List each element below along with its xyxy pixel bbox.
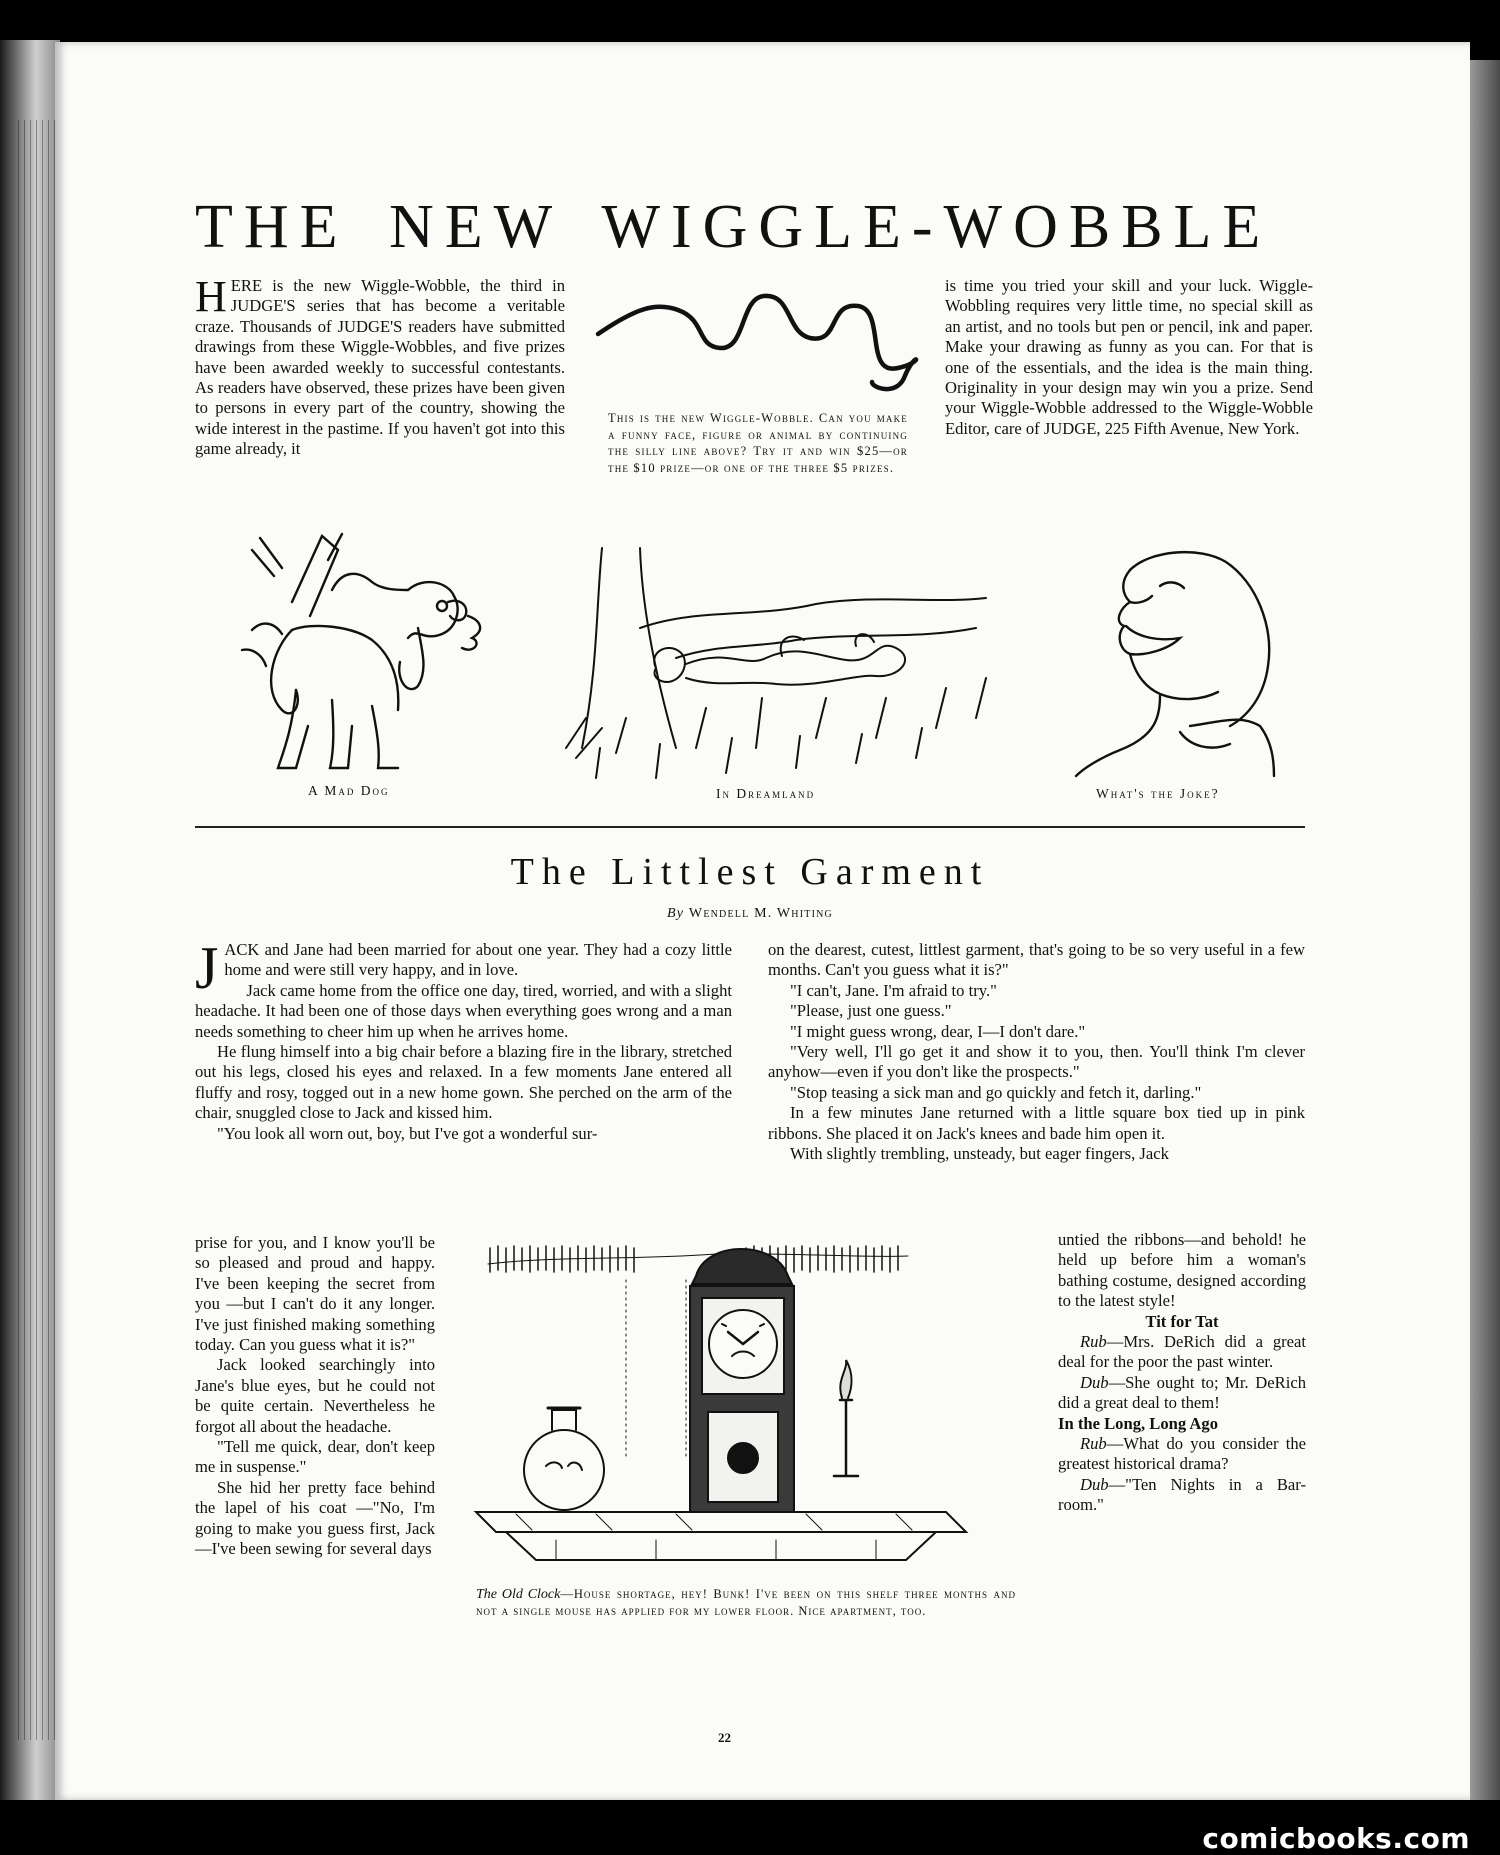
story-r2: "I can't, Jane. I'm afraid to try.": [790, 980, 997, 1000]
wiggle-col-right: is time you tried your skill and your luck. Wiggle-Wobbling requires very little time, no special skill as an artist, and no tools but pen or pencil, ink and paper. Make your drawing as funny as you can. For that is one of the essentials, and the idea is the main thing. Originality in your design may win you a prize. Send your Wiggle-Wobble addressed to the Wiggle-Wobble Editor, care of JUDGE, 225 Fifth Avenue, New York.: [945, 276, 1313, 438]
dropcap-h: H: [195, 272, 227, 321]
joke2-text-b: —"Ten Nights in a Bar-room.": [1058, 1474, 1306, 1515]
joke2-title: In the Long, Long Ago: [1058, 1413, 1218, 1433]
joke1-speaker-b: Dub: [1080, 1372, 1109, 1392]
story-col-left-top: [195, 935, 732, 1144]
story-p3: He flung himself into a big chair before a blazing fire in the library, stretched out his legs, closed his eyes and relaxed. In a few moments Jane entered all fluffy and rosy, togged out in a new home gown. She perched on the arm of the chair, snuggled close to Jack and kissed him.: [195, 1042, 732, 1123]
joke2-line-a: [1058, 1434, 1306, 1475]
story-r3: "Please, just one guess.": [790, 1001, 952, 1021]
clock-caption-text: —House shortage, hey! Bunk! I've been on this shelf three months and not a single mouse has applied for my lower floor. Nice apartment, too.: [476, 1587, 1017, 1618]
story-r1: on the dearest, cutest, littlest garment, that's going to be so very useful in a few months. Can't you guess what it is?": [768, 940, 1305, 980]
joke1-title: Tit for Tat: [1145, 1311, 1219, 1331]
story-p4: "You look all worn out, boy, but I've got a wonderful sur-: [217, 1123, 598, 1143]
section-divider: [195, 826, 1305, 828]
story-p6: "Tell me quick, dear, don't keep me in suspense.": [195, 1437, 435, 1477]
clock-caption-title: The Old Clock: [476, 1587, 561, 1602]
wiggle-col-left: [195, 272, 565, 460]
in-dreamland-drawing: [556, 548, 996, 783]
clock-caption: [476, 1586, 1016, 1619]
spine-pages: [18, 120, 58, 1740]
page-number: 22: [718, 1730, 731, 1745]
joke1-text-b: —She ought to; Mr. DeRich did a great deal to them!: [1058, 1372, 1306, 1413]
story-r6: "Stop teasing a sick man and go quickly and fetch it, darling.": [790, 1082, 1202, 1102]
wiggle-line-drawing: [596, 288, 916, 408]
story-p5: Jack looked searchingly into Jane's blue eyes, but he could not be quite certain. Nevertheless he forgot all about the headache.: [195, 1355, 435, 1436]
byline-by: By: [667, 906, 685, 921]
joke2-line-b: [1058, 1475, 1306, 1516]
story-col-left-narrow: [195, 1233, 435, 1560]
mad-dog-drawing: [222, 530, 522, 775]
story-title: The Littlest Garment: [510, 851, 990, 893]
book-spine: [0, 40, 60, 1800]
whats-the-joke-drawing: [1060, 546, 1280, 776]
wiggle-intro-text: ERE is the new Wiggle-Wobble, the third in JUDGE'S series that has become a veritable craze. Thousands of JUDGE'S readers have submitted drawings from these Wiggle-Wobbles, and five prizes have been awarded weekly to successful contestants. As readers have observed, these prizes have been given to persons in every part of the country, showing the wide interest in the pastime. If you haven't got into this game already, it: [195, 276, 565, 459]
story-byline: [195, 906, 1305, 922]
joke2-text-a: —What do you consider the greatest historical drama?: [1058, 1434, 1306, 1474]
old-clock-drawing: [476, 1240, 1016, 1575]
story-col-right-top: [768, 940, 1305, 1164]
story-col-right-narrow: [1058, 1230, 1306, 1516]
page-title: THE NEW WIGGLE-WOBBLE: [195, 193, 1272, 261]
story-r8: With slightly trembling, unsteady, but eager fingers, Jack: [790, 1144, 1169, 1164]
story-p7: She hid her pretty face behind the lapel of his coat —"No, I'm going to make you guess first, Jack—I've been sewing for several days: [195, 1477, 435, 1559]
joke1-line-b: [1058, 1373, 1306, 1414]
dropcap-j: J: [195, 935, 219, 1001]
caption-in-dreamland: In Dreamland: [716, 786, 816, 801]
story-r8b: untied the ribbons—and behold! he held up before him a woman's bathing costume, designed according to the latest style!: [1058, 1230, 1306, 1311]
story-r5: "Very well, I'll go get it and show it to you, then. You'll think I'm clever anyhow—even if you don't like the prospects.": [768, 1042, 1305, 1082]
joke1-text-a: —Mrs. DeRich did a great deal for the poor the past winter.: [1058, 1332, 1306, 1372]
joke1-speaker-a: Rub: [1080, 1332, 1107, 1352]
site-watermark: comicbooks.com: [1202, 1822, 1470, 1855]
wiggle-center-caption: This is the new Wiggle-Wobble. Can you make a funny face, figure or animal by continuing the silly line above? Try it and win $25—or the $10 prize—or one of the three $5 prizes.: [608, 411, 908, 475]
story-p1: ACK and Jane had been married for about one year. They had a cozy little home and were still very happy, and in love.: [224, 940, 732, 980]
story-p4b: prise for you, and I know you'll be so pleased and proud and happy. I've been keeping the secret from you —but I can't do it any longer. I've just finished making something today. Can you guess what it is?": [195, 1233, 435, 1355]
story-r4: "I might guess wrong, dear, I—I don't dare.": [790, 1021, 1086, 1041]
joke2-speaker-b: Dub: [1080, 1474, 1109, 1494]
story-p2: Jack came home from the office one day, tired, worried, and with a slight headache. It had been one of those days when everything goes wrong and a man needs something to cheer him up when he arrives home.: [195, 980, 732, 1041]
joke2-speaker-a: Rub: [1080, 1434, 1107, 1454]
story-r7: In a few minutes Jane returned with a little square box tied up in pink ribbons. She placed it on Jack's knees and bade him open it.: [768, 1103, 1305, 1143]
byline-author: Wendell M. Whiting: [688, 906, 833, 921]
joke1-line-a: [1058, 1332, 1306, 1373]
caption-whats-the-joke: What's the Joke?: [1096, 786, 1220, 801]
caption-mad-dog: A Mad Dog: [308, 783, 390, 798]
